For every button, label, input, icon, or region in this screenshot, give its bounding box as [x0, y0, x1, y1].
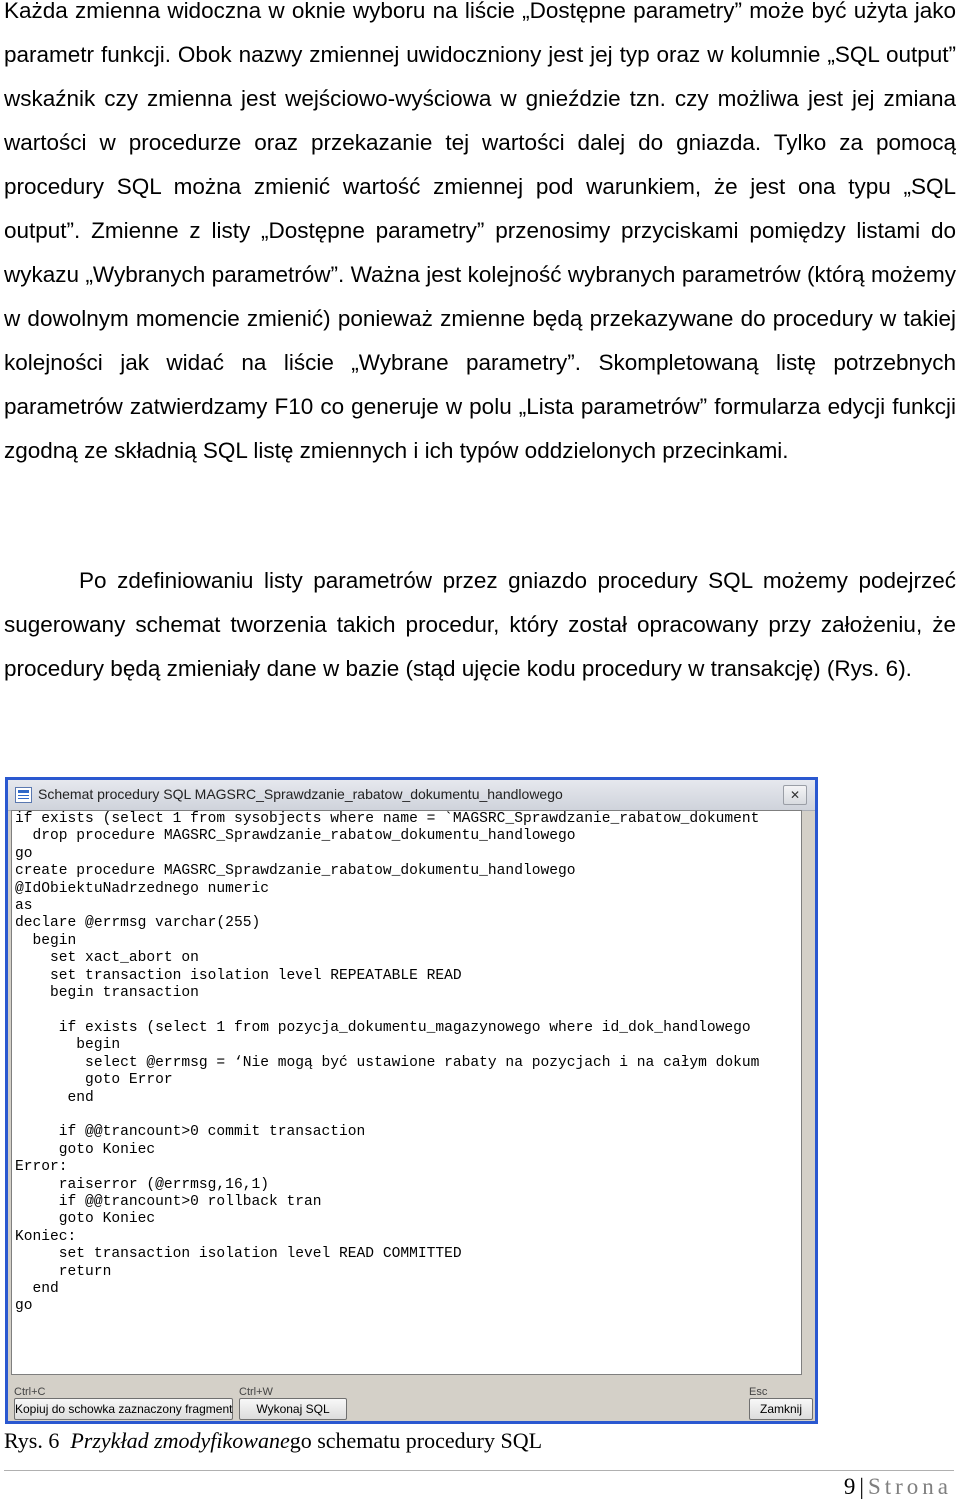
- window-titlebar: [8, 780, 815, 811]
- execute-shortcut-hint: Ctrl+W: [239, 1386, 273, 1398]
- close-button[interactable]: Zamknij: [749, 1398, 813, 1420]
- window-button-bar: [11, 1378, 812, 1422]
- execute-sql-button[interactable]: Wykonaj SQL: [239, 1398, 347, 1420]
- sql-code-editor[interactable]: [11, 810, 802, 1375]
- window-title: Schemat procedury SQL MAGSRC_Sprawdzanie_rabatow_dokumentu_handlowego: [38, 786, 563, 802]
- page-word: Strona: [867, 1474, 952, 1499]
- close-shortcut-hint: Esc: [749, 1386, 768, 1398]
- body-paragraph-2: Po zdefiniowaniu listy parametrów przez gniazdo procedury SQL możemy podejrzeć sugerowany schemat tworzenia takich procedur, który został opracowany przy założeniu, że procedury będą zmieniały dane w bazie (stąd ujęcie kodu procedury w transakcję) (Rys. 6).: [4, 568, 956, 681]
- sql-code-text: if exists (select 1 from sysobjects where name = `MAGSRC_Sprawdzanie_rabatow_dokument drop procedure MAGSRC_Sprawdzanie_rabatow_dokumentu_handlowego go create procedure MAGSRC_Sprawdzanie_rabatow_dokumentu_handlowego @IdObiektuNadrzednego numeric as declare @errmsg varchar(255) begin set xact_abort on set transaction isolation level REPEATABLE READ begin transaction if exists (select 1 from pozycja_dokumentu_magazynowego where id_dok_handlowego begin select @errmsg = ‘Nie mogą być ustawione rabaty na pozycjach i na całym dokum goto Error end if @@trancount>0 commit transaction goto Koniec Error: raiserror (@errmsg,16,1) if @@trancount>0 rollback tran goto Koniec Koniec: set transaction isolation level READ COMMITTED return end go: [15, 811, 760, 1315]
- copy-shortcut-hint: Ctrl+C: [14, 1386, 46, 1398]
- close-icon[interactable]: ✕: [783, 785, 807, 805]
- figure-caption: [4, 1428, 542, 1454]
- caption-rest: go schematu procedury SQL: [289, 1428, 543, 1453]
- footer-rule: [4, 1470, 954, 1471]
- copy-selection-button[interactable]: Kopiuj do schowka zaznaczony fragment: [14, 1398, 233, 1420]
- caption-prefix: Rys. 6: [4, 1428, 60, 1453]
- page-separator: |: [859, 1474, 864, 1499]
- page-footer: [844, 1474, 952, 1500]
- window-icon: [15, 787, 32, 803]
- page-number: 9: [843, 1474, 856, 1499]
- caption-italic: Przykład zmodyfikowane: [70, 1428, 290, 1453]
- sql-schema-window: [5, 777, 818, 1424]
- body-paragraph-1: Każda zmienna widoczna w oknie wyboru na liście „Dostępne parametry” może być użyta jako parametr funkcji. Obok nazwy zmiennej uwidoczniony jest jej typ oraz w kolumnie „SQL output” wskaźnik czy zmienna jest wejściowo-wyściowa w gnieździe tzn. czy możliwa jest jej zmiana wartości w procedurze oraz przekazanie tej wartości dalej do gniazda. Tylko za pomocą procedury SQL można zmienić wartość zmiennej pod warunkiem, że jest ona typu „SQL output”. Zmienne z listy „Dostępne parametry” przenosimy przyciskami pomiędzy listami do wykazu „Wybranych parametrów”. Ważna jest kolejność wybranych parametrów (którą możemy w dowolnym momencie zmienić) ponieważ zmienne będą przekazywane do procedury w takiej kolejności jak widać na liście „Wybrane parametry”. Skompletowaną listę potrzebnych parametrów zatwierdzamy F10 co generuje w polu „Lista parametrów” formularza edycji funkcji zgodną ze składnią SQL listę zmiennych i ich typów oddzielonych przecinkami.: [4, 0, 956, 463]
